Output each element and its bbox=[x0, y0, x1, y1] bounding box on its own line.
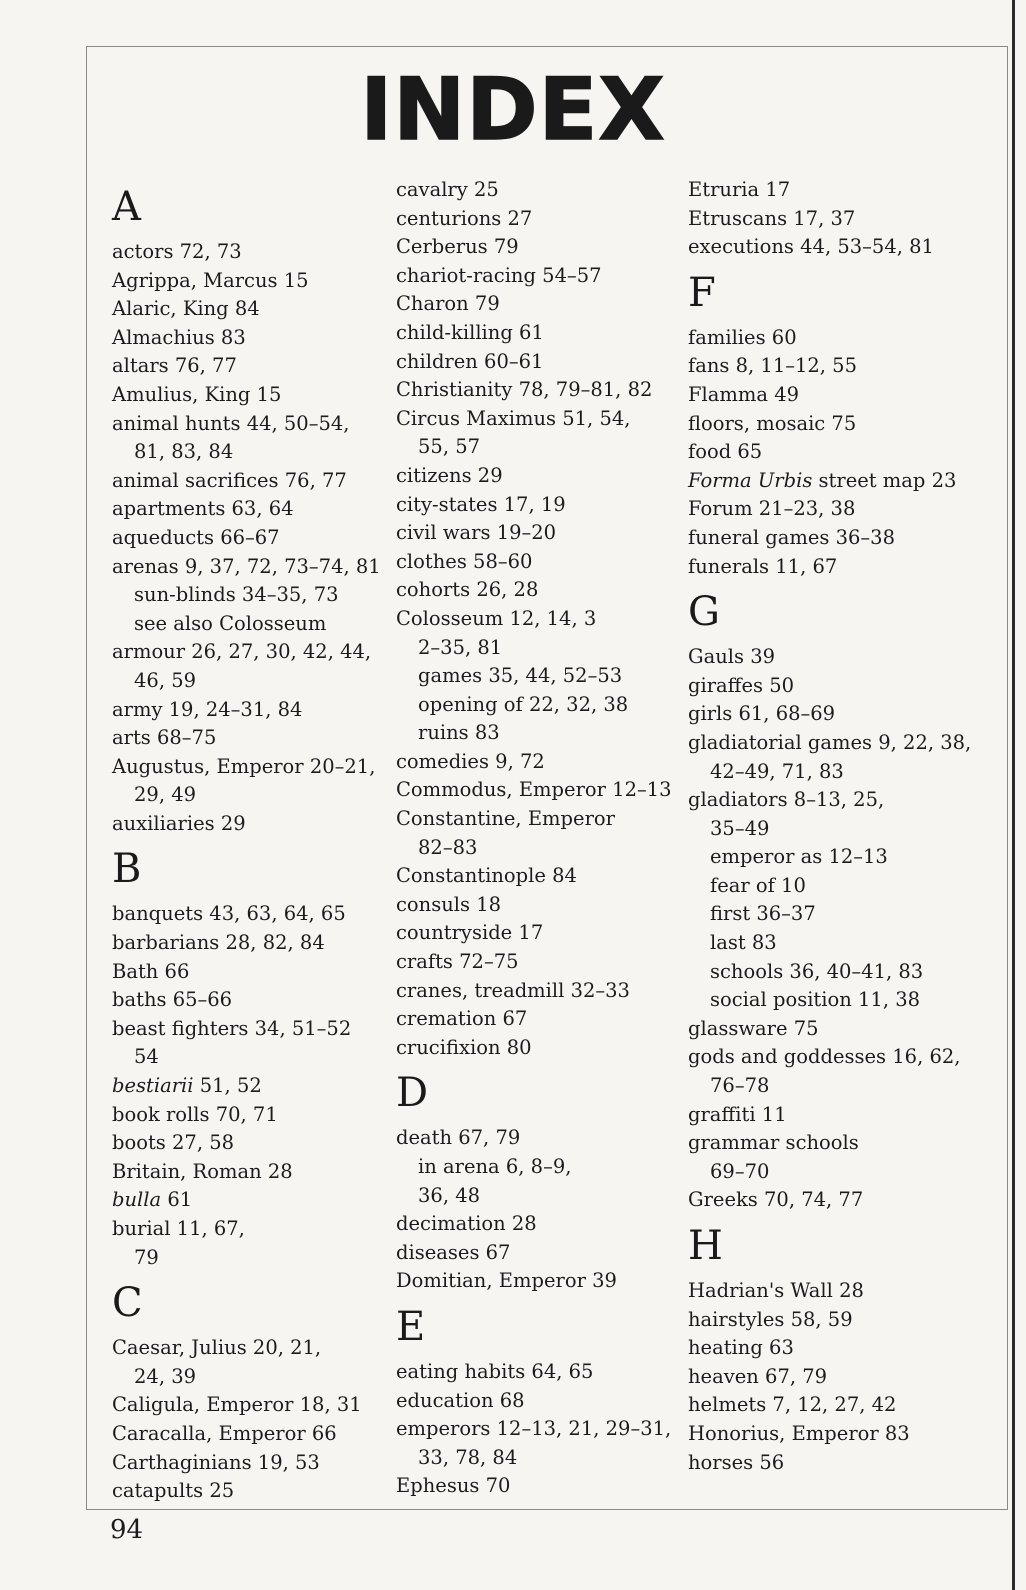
index-entry: countryside 17 bbox=[396, 921, 544, 945]
index-subentry: last 83 bbox=[710, 931, 777, 955]
index-entry: centurions 27 bbox=[396, 206, 533, 230]
index-entry: Commodus, Emperor 12–13 bbox=[396, 778, 672, 802]
index-entry: horses 56 bbox=[688, 1450, 785, 1474]
index-entry: cavalry 25 bbox=[396, 178, 499, 201]
index-subentry: in arena 6, 8–9, bbox=[418, 1155, 572, 1178]
index-entry: Constantinople 84 bbox=[396, 864, 577, 888]
index-entry: Colosseum 12, 14, 3 bbox=[396, 606, 597, 630]
index-entry: girls 61, 68–69 bbox=[688, 702, 836, 726]
index-entry: diseases 67 bbox=[396, 1240, 511, 1264]
index-entry: Christianity 78, 79–81, 82 bbox=[396, 378, 653, 402]
index-entry: animal hunts 44, 50–54, bbox=[112, 411, 350, 435]
page-refs: 61 bbox=[161, 1188, 193, 1212]
index-entry: Caligula, Emperor 18, 31 bbox=[112, 1393, 362, 1417]
index-entry: citizens 29 bbox=[396, 463, 503, 487]
page-number: 94 bbox=[110, 1515, 144, 1545]
index-entry: Ephesus 70 bbox=[396, 1474, 511, 1498]
index-subentry: fear of 10 bbox=[710, 873, 806, 897]
index-entry: emperors 12–13, 21, 29–31, bbox=[396, 1417, 672, 1441]
italic-term: Forma Urbis bbox=[688, 468, 813, 492]
index-subentry: emperor as 12–13 bbox=[710, 845, 888, 869]
index-entry: arenas 9, 37, 72, 73–74, 81 bbox=[112, 554, 381, 578]
index-entry: grammar schools bbox=[688, 1131, 859, 1155]
index-entry: cranes, treadmill 32–33 bbox=[396, 978, 630, 1002]
index-entry-continuation: 76–78 bbox=[710, 1074, 770, 1098]
index-entry: baths 65–66 bbox=[112, 988, 233, 1012]
page-refs: street map 23 bbox=[812, 468, 957, 492]
index-entry: army 19, 24–31, 84 bbox=[112, 697, 303, 721]
index-entry-continuation: 2–35, 81 bbox=[418, 635, 503, 659]
index-column-3 bbox=[688, 176, 988, 1477]
section-letter: H bbox=[688, 1223, 723, 1269]
index-subentry: social position 11, 38 bbox=[710, 988, 921, 1012]
index-entry: cohorts 26, 28 bbox=[396, 578, 539, 602]
page-refs: 51, 52 bbox=[193, 1074, 262, 1098]
index-entry: heaven 67, 79 bbox=[688, 1364, 828, 1388]
index-entry: Britain, Roman 28 bbox=[112, 1159, 293, 1183]
index-entry: civil wars 19–20 bbox=[396, 521, 557, 545]
index-column-1 bbox=[112, 176, 392, 1506]
section-letter: G bbox=[688, 589, 720, 636]
index-entry: Charon 79 bbox=[396, 292, 500, 316]
index-entry: fans 8, 11–12, 55 bbox=[688, 354, 857, 378]
index-entry: death 67, 79 bbox=[396, 1126, 521, 1150]
index-subentry: sun-blinds 34–35, 73 bbox=[134, 583, 339, 607]
index-entry: burial 11, 67, bbox=[112, 1217, 245, 1240]
index-entry: glassware 75 bbox=[688, 1016, 819, 1040]
index-entry: comedies 9, 72 bbox=[396, 749, 545, 773]
index-entry: decimation 28 bbox=[396, 1212, 537, 1236]
index-entry: beast fighters 34, 51–52 bbox=[112, 1016, 352, 1040]
section-letter: B bbox=[112, 846, 142, 893]
index-entry: auxiliaries 29 bbox=[112, 811, 246, 835]
index-entry: Honorius, Emperor 83 bbox=[688, 1421, 910, 1445]
index-entry: barbarians 28, 82, 84 bbox=[112, 931, 325, 955]
index-entry: floors, mosaic 75 bbox=[688, 411, 857, 435]
index-entry bbox=[688, 467, 988, 496]
index-entry: Carthaginians 19, 53 bbox=[112, 1450, 320, 1474]
index-entry: altars 76, 77 bbox=[112, 354, 237, 378]
index-entry: hairstyles 58, 59 bbox=[688, 1307, 853, 1331]
index-entry: actors 72, 73 bbox=[112, 240, 242, 263]
index-entry: chariot-racing 54–57 bbox=[396, 263, 602, 287]
index-entry: boots 27, 58 bbox=[112, 1131, 235, 1155]
index-entry: Agrippa, Marcus 15 bbox=[112, 268, 309, 292]
section-letter: A bbox=[112, 184, 141, 230]
index-entry-continuation: 29, 49 bbox=[134, 783, 197, 807]
index-entry bbox=[112, 1072, 392, 1101]
index-entry: Caracalla, Emperor 66 bbox=[112, 1421, 337, 1445]
index-entry: Cerberus 79 bbox=[396, 235, 519, 259]
index-entry-continuation: 69–70 bbox=[710, 1159, 770, 1183]
index-entry: crafts 72–75 bbox=[396, 950, 519, 974]
index-entry-continuation: 82–83 bbox=[418, 835, 478, 859]
index-entry: executions 44, 53–54, 81 bbox=[688, 235, 934, 259]
index-entry: aqueducts 66–67 bbox=[112, 525, 280, 549]
index-entry: apartments 63, 64 bbox=[112, 497, 294, 521]
index-entry: consuls 18 bbox=[396, 892, 502, 916]
index-entry: Amulius, King 15 bbox=[112, 382, 282, 406]
index-subentry: 36, 48 bbox=[418, 1183, 481, 1207]
index-subentry: see also Colosseum bbox=[134, 611, 327, 635]
index-entry: children 60–61 bbox=[396, 349, 544, 373]
index-entry-continuation: 24, 39 bbox=[134, 1364, 197, 1388]
index-entry: helmets 7, 12, 27, 42 bbox=[688, 1393, 897, 1417]
index-subentry: games 35, 44, 52–53 bbox=[418, 664, 623, 688]
section-letter: E bbox=[396, 1303, 426, 1350]
index-entry: Domitian, Emperor 39 bbox=[396, 1269, 617, 1293]
index-entry: crucifixion 80 bbox=[396, 1035, 532, 1059]
index-entry: Alaric, King 84 bbox=[112, 297, 260, 321]
index-entry: Constantine, Emperor bbox=[396, 807, 615, 831]
index-entry: Gauls 39 bbox=[688, 645, 776, 669]
index-entry: Bath 66 bbox=[112, 959, 190, 983]
index-entry-continuation: 81, 83, 84 bbox=[134, 440, 234, 464]
index-entry: Circus Maximus 51, 54, bbox=[396, 406, 631, 430]
index-entry: heating 63 bbox=[688, 1336, 794, 1360]
index-entry: Caesar, Julius 20, 21, bbox=[112, 1336, 322, 1360]
page-edge-shadow bbox=[1012, 0, 1026, 1590]
index-entry: book rolls 70, 71 bbox=[112, 1102, 278, 1126]
index-entry-continuation: 46, 59 bbox=[134, 668, 197, 692]
index-entry-continuation: 54 bbox=[134, 1045, 159, 1069]
section-letter: D bbox=[396, 1070, 429, 1117]
index-entry: Etruria 17 bbox=[688, 178, 791, 201]
index-entry: Almachius 83 bbox=[112, 325, 246, 349]
index-entry: child-killing 61 bbox=[396, 320, 544, 344]
section-letter: C bbox=[112, 1280, 143, 1327]
index-entry: Forum 21–23, 38 bbox=[688, 497, 856, 521]
index-entry: gladiators 8–13, 25, bbox=[688, 788, 885, 812]
index-entry-continuation: 35–49 bbox=[710, 816, 770, 840]
index-entry-continuation: 79 bbox=[134, 1245, 159, 1269]
italic-term: bulla bbox=[112, 1188, 162, 1212]
index-entry: arts 68–75 bbox=[112, 726, 217, 750]
index-entry: banquets 43, 63, 64, 65 bbox=[112, 902, 346, 926]
page-title: INDEX bbox=[360, 60, 666, 160]
index-entry: families 60 bbox=[688, 325, 797, 349]
index-entry: armour 26, 27, 30, 42, 44, bbox=[112, 640, 372, 664]
index-entry-continuation: 55, 57 bbox=[418, 435, 481, 459]
index-entry bbox=[112, 1186, 392, 1215]
index-subentry: schools 36, 40–41, 83 bbox=[710, 959, 924, 983]
index-entry: gladiatorial games 9, 22, 38, bbox=[688, 730, 972, 754]
index-entry: giraffes 50 bbox=[688, 673, 795, 697]
index-entry: Greeks 70, 74, 77 bbox=[688, 1188, 864, 1212]
index-entry: eating habits 64, 65 bbox=[396, 1359, 594, 1383]
index-entry: food 65 bbox=[688, 440, 763, 464]
index-entry: animal sacrifices 76, 77 bbox=[112, 468, 347, 492]
index-subentry: ruins 83 bbox=[418, 721, 500, 745]
index-entry: education 68 bbox=[396, 1388, 525, 1412]
index-entry-continuation: 33, 78, 84 bbox=[418, 1445, 518, 1469]
index-entry: funeral games 36–38 bbox=[688, 525, 895, 549]
index-subentry: opening of 22, 32, 38 bbox=[418, 692, 629, 716]
index-entry-continuation: 42–49, 71, 83 bbox=[710, 759, 844, 783]
index-column-2 bbox=[396, 176, 686, 1501]
index-subentry: first 36–37 bbox=[710, 902, 816, 926]
index-entry: cremation 67 bbox=[396, 1007, 528, 1031]
index-entry: funerals 11, 67 bbox=[688, 554, 838, 578]
index-entry: Augustus, Emperor 20–21, bbox=[112, 754, 376, 778]
index-entry: Etruscans 17, 37 bbox=[688, 206, 856, 230]
index-entry: city-states 17, 19 bbox=[396, 492, 566, 516]
index-entry: Hadrian's Wall 28 bbox=[688, 1279, 864, 1302]
index-entry: catapults 25 bbox=[112, 1479, 235, 1503]
italic-term: bestiarii bbox=[112, 1074, 194, 1098]
section-letter: F bbox=[688, 269, 716, 316]
index-entry: clothes 58–60 bbox=[396, 549, 533, 573]
index-entry: gods and goddesses 16, 62, bbox=[688, 1045, 961, 1069]
index-entry: graffiti 11 bbox=[688, 1102, 787, 1126]
index-entry: Flamma 49 bbox=[688, 382, 800, 406]
